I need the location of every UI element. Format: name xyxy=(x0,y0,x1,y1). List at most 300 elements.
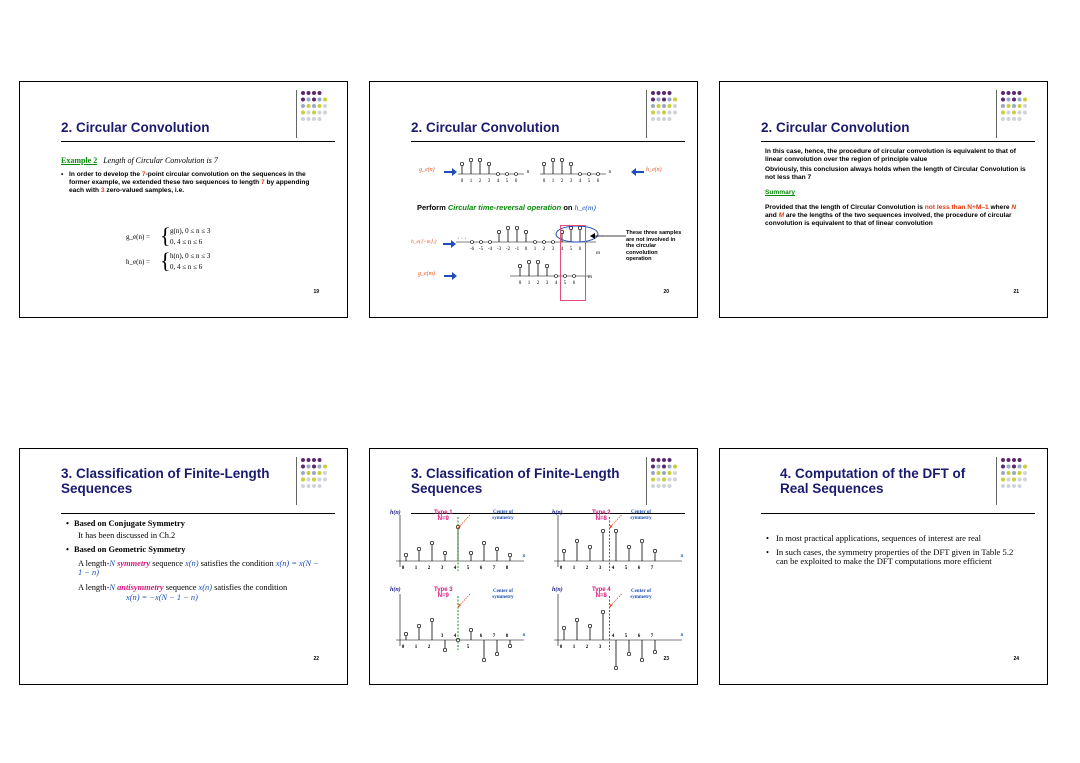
decorative-dot xyxy=(668,465,672,469)
example-text: Length of Circular Convolution is 7 xyxy=(103,156,218,165)
decorative-dot xyxy=(657,478,661,482)
var-xn: x(n) xyxy=(198,582,212,592)
term-symmetry: symmetry xyxy=(115,558,151,568)
tick-label: 5 xyxy=(587,179,591,184)
left-arrow-icon xyxy=(631,168,644,176)
decorative-dot xyxy=(668,91,672,95)
decorative-dot xyxy=(1023,478,1027,482)
center-pointer xyxy=(459,515,470,527)
sub-text: It has been discussed in Ch.2 xyxy=(78,530,176,540)
text-run: by appending each with xyxy=(69,179,310,194)
stem-marker xyxy=(614,529,617,532)
decorative-dot xyxy=(1023,98,1027,102)
decorative-dot xyxy=(312,458,316,462)
highlight-box xyxy=(560,225,586,301)
tick-label: 6 xyxy=(479,566,483,571)
tick-label: 5 xyxy=(466,566,470,571)
ellipsis: · · · xyxy=(457,236,467,242)
stem-plot-ge-he xyxy=(458,156,638,186)
stem-marker xyxy=(482,541,485,544)
decorative-dot-grid xyxy=(300,90,330,124)
decorative-dot xyxy=(312,111,316,115)
left-arrow-icon xyxy=(590,232,626,240)
decorative-dot xyxy=(307,478,311,482)
paragraph: Obviously, this conclusion always holds when the length of Circular Convolution is not less than 7 xyxy=(765,166,1026,181)
brace: { xyxy=(160,223,171,248)
ge-label: g_e(n) xyxy=(419,167,435,173)
annotation-note: These three samples are not involved in the circular convolution operation xyxy=(626,230,682,263)
slide-24[interactable] xyxy=(719,448,1048,685)
text-run: -point circular convolution on the sequences in the former example, we extended these two sequences to length xyxy=(69,171,306,186)
tick-label: 2 xyxy=(427,645,431,650)
decorative-dot xyxy=(318,478,322,482)
decorative-dot xyxy=(318,111,322,115)
decorative-dot-grid xyxy=(1000,90,1030,124)
decorative-dot xyxy=(1023,465,1027,469)
stem-marker xyxy=(487,162,490,165)
text-run: satisfies the condition xyxy=(198,558,276,568)
tick-label: 2 xyxy=(536,281,540,286)
zero-marker xyxy=(534,241,537,244)
text-run: Perform xyxy=(417,203,448,212)
slide-21[interactable] xyxy=(719,81,1048,318)
decorative-dot xyxy=(1012,484,1016,488)
text-run: where xyxy=(988,204,1012,211)
stem-marker xyxy=(653,650,656,653)
decorative-dot xyxy=(1007,98,1011,102)
decorative-dot xyxy=(301,117,305,121)
gem-label: g_e(m) xyxy=(418,271,435,277)
decorative-dot xyxy=(668,117,672,121)
decorative-dot xyxy=(662,117,666,121)
decorative-dot xyxy=(657,465,661,469)
decorative-dot xyxy=(1007,458,1011,462)
stem-marker xyxy=(404,553,407,556)
page-number: 23 xyxy=(663,656,669,662)
decorative-dot xyxy=(668,478,672,482)
tick-label: -2 xyxy=(505,247,511,252)
decorative-dot xyxy=(673,478,677,482)
slide-20[interactable] xyxy=(369,81,698,318)
decorative-dot xyxy=(312,117,316,121)
antisymmetry-equation-line xyxy=(66,593,321,603)
tick-label: -6 xyxy=(469,247,475,252)
stem-marker xyxy=(562,626,565,629)
decorative-dot xyxy=(651,478,655,482)
decorative-dot xyxy=(657,458,661,462)
axis-n-label: n xyxy=(526,169,530,175)
decorative-dot xyxy=(323,98,327,102)
zero-marker xyxy=(480,241,483,244)
decorative-dot xyxy=(668,471,672,475)
decorative-dot xyxy=(673,98,677,102)
decorative-dot xyxy=(307,111,311,115)
decorative-dot xyxy=(662,104,666,108)
highlight-3: 3 xyxy=(100,187,105,194)
text-run: zero-valued samples, i.e. xyxy=(104,187,185,194)
tick-label: 4 xyxy=(611,634,615,639)
stem-marker xyxy=(508,644,511,647)
tick-label: -3 xyxy=(496,247,502,252)
axis-n-label: n xyxy=(680,554,684,559)
eq-lhs: g_e(n) = xyxy=(126,233,150,241)
slide-title: 3. Classification of Finite-Length Sequences xyxy=(61,466,270,496)
decorative-dot xyxy=(307,117,311,121)
decorative-dot xyxy=(651,91,655,95)
stem-marker xyxy=(560,158,563,161)
decorative-dot xyxy=(1001,478,1005,482)
decorative-dot-grid xyxy=(650,90,680,124)
decorative-dot xyxy=(1023,471,1027,475)
decorative-dot xyxy=(312,104,316,108)
decorative-dot xyxy=(1012,458,1016,462)
decorative-dot xyxy=(651,471,655,475)
decorative-dot xyxy=(1018,117,1022,121)
zero-marker xyxy=(515,173,518,176)
tick-label: 4 xyxy=(554,281,558,286)
stem-marker xyxy=(575,618,578,621)
eq-row: 0, 4 ≤ n ≤ 6 xyxy=(170,263,203,271)
tick-label: 0 xyxy=(401,566,405,571)
tick-label: 7 xyxy=(650,566,654,571)
zero-marker xyxy=(552,241,555,244)
stem-marker xyxy=(588,624,591,627)
axis-m-label: m xyxy=(588,274,592,280)
tick-label: 7 xyxy=(492,566,496,571)
highlight-condition: not less than N+M–1 xyxy=(924,204,989,211)
bullet-symmetry-properties: • In such cases, the symmetry properties of the DFT given in Table 5.2 can be exploited to make the DFT computations more efficient xyxy=(766,548,1021,567)
decorative-dot xyxy=(1023,104,1027,108)
decorative-dot xyxy=(301,104,305,108)
antisymmetry-definition xyxy=(66,583,321,593)
decorative-dot xyxy=(668,98,672,102)
decorative-dot-grid xyxy=(300,457,330,491)
decorative-dot xyxy=(323,465,327,469)
decorative-dot xyxy=(662,458,666,462)
stem-marker xyxy=(430,618,433,621)
text-run: In order to develop the xyxy=(69,171,142,178)
decorative-dot xyxy=(318,98,322,102)
decorative-dot xyxy=(1001,484,1005,488)
tick-label: 6 xyxy=(637,566,641,571)
tick-label: 0 xyxy=(460,179,464,184)
title-underline xyxy=(411,141,685,142)
stem-plot-type-3 xyxy=(396,594,536,674)
zero-marker xyxy=(579,173,582,176)
decorative-dot xyxy=(318,484,322,488)
stem-marker xyxy=(430,541,433,544)
zero-marker xyxy=(555,275,558,278)
highlight-N: N xyxy=(1011,204,1017,211)
decorative-dot xyxy=(657,91,661,95)
decorative-dot xyxy=(673,111,677,115)
decorative-dot xyxy=(662,471,666,475)
symmetry-equation: x(n) = x(N − 1 − n) xyxy=(78,558,319,578)
axis-n-label: n xyxy=(522,554,526,559)
slide-title: 2. Circular Convolution xyxy=(761,120,910,135)
decorative-dot xyxy=(312,465,316,469)
stem-marker xyxy=(495,547,498,550)
decorative-dot xyxy=(1007,465,1011,469)
tick-label: -5 xyxy=(478,247,484,252)
var-xn: x(n) xyxy=(185,558,199,568)
title-underline xyxy=(761,513,1035,514)
text-run: and xyxy=(765,212,779,219)
stem-marker xyxy=(497,230,500,233)
decorative-dot xyxy=(651,104,655,108)
decorative-dot xyxy=(307,465,311,469)
decorative-dot xyxy=(1007,478,1011,482)
right-arrow-icon xyxy=(444,272,457,280)
decorative-dot xyxy=(1001,98,1005,102)
stem-marker xyxy=(640,539,643,542)
stem-marker xyxy=(404,632,407,635)
stem-marker xyxy=(460,162,463,165)
tick-label: 1 xyxy=(414,566,418,571)
tick-label: 5 xyxy=(569,247,573,252)
type-name: Type 2 xyxy=(592,510,611,516)
tick-label: 5 xyxy=(505,179,509,184)
tick-label: 1 xyxy=(533,247,537,252)
decorative-dot xyxy=(651,458,655,462)
he-label: h_e(n) xyxy=(646,167,662,173)
stem-marker xyxy=(443,648,446,651)
decorative-dot xyxy=(1018,478,1022,482)
center-of-symmetry-label: Center of symmetry xyxy=(492,510,514,521)
stem-marker xyxy=(627,545,630,548)
tick-label: 5 xyxy=(624,566,628,571)
eq-row: g(n), 0 ≤ n ≤ 3 xyxy=(170,227,211,235)
page-number: 24 xyxy=(1013,656,1019,662)
decorative-dot xyxy=(1007,104,1011,108)
stem-marker xyxy=(551,158,554,161)
bullet-real-sequences: • In most practical applications, sequences of interest are real xyxy=(766,534,1021,544)
decorative-dot xyxy=(323,478,327,482)
decorative-dot xyxy=(1007,117,1011,121)
stem-marker xyxy=(569,162,572,165)
slide-title: 2. Circular Convolution xyxy=(61,120,210,135)
stem-marker xyxy=(482,658,485,661)
tick-label: 5 xyxy=(466,645,470,650)
decorative-dot xyxy=(1007,91,1011,95)
hn-label: h(n) xyxy=(390,587,401,593)
tick-label: 1 xyxy=(414,645,418,650)
slide-title: 4. Computation of the DFT of Real Sequences xyxy=(780,466,966,496)
antisymmetry-equation: x(n) = −x(N − 1 − n) xyxy=(126,592,198,602)
axis-n-label: n xyxy=(680,633,684,638)
page-number: 20 xyxy=(663,289,669,295)
decorative-dot xyxy=(662,91,666,95)
term-antisymmetry: antisymmetry xyxy=(115,582,164,592)
tick-label: 3 xyxy=(545,281,549,286)
tick-label: 0 xyxy=(559,645,563,650)
decorative-dot xyxy=(301,458,305,462)
decorative-dot xyxy=(662,111,666,115)
decorative-dot xyxy=(1001,458,1005,462)
bullet-conjugate: • Based on Conjugate Symmetry xyxy=(66,519,321,529)
type-length: N=8 xyxy=(595,593,607,599)
stem-marker xyxy=(508,553,511,556)
highlight-7: 7 xyxy=(261,179,265,186)
right-arrow-icon xyxy=(443,240,456,248)
tick-label: 3 xyxy=(598,566,602,571)
stem-plot-type-1 xyxy=(396,515,536,573)
type-length: N=9 xyxy=(437,593,449,599)
stem-marker xyxy=(542,162,545,165)
decorative-dot xyxy=(307,484,311,488)
decorative-dot xyxy=(673,104,677,108)
decorative-dot xyxy=(312,484,316,488)
decorative-dot xyxy=(318,458,322,462)
tick-label: 6 xyxy=(578,247,582,252)
bullet-geometric: • Based on Geometric Symmetry xyxy=(66,545,321,555)
tick-label: 1 xyxy=(527,281,531,286)
decorative-dot xyxy=(657,117,661,121)
text-run: A length- xyxy=(78,582,110,592)
title-divider xyxy=(996,457,997,505)
tick-label: 5 xyxy=(563,281,567,286)
decorative-dot xyxy=(1018,104,1022,108)
decorative-dot xyxy=(323,471,327,475)
tick-label: 1 xyxy=(572,566,576,571)
stem-marker xyxy=(469,158,472,161)
decorative-dot xyxy=(668,458,672,462)
center-pointer xyxy=(459,594,470,606)
type-name: Type 4 xyxy=(592,587,611,593)
tick-label: 8 xyxy=(505,634,509,639)
decorative-dot xyxy=(657,484,661,488)
decorative-dot xyxy=(673,471,677,475)
stem-marker xyxy=(443,551,446,554)
eq-lhs: h_e(n) = xyxy=(126,258,150,266)
symmetry-definition xyxy=(66,559,321,578)
tick-label: 3 xyxy=(487,179,491,184)
decorative-dot xyxy=(668,484,672,488)
decorative-dot xyxy=(312,91,316,95)
tick-label: 6 xyxy=(479,634,483,639)
tick-label: 4 xyxy=(453,634,457,639)
tick-label: -4 xyxy=(487,247,493,252)
decorative-dot-grid xyxy=(1000,457,1030,491)
stem-marker xyxy=(601,610,604,613)
decorative-dot xyxy=(318,117,322,121)
decorative-dot xyxy=(307,471,311,475)
tick-label: 3 xyxy=(551,247,555,252)
text-run: A length- xyxy=(78,558,110,568)
tick-label: 4 xyxy=(578,179,582,184)
decorative-dot xyxy=(657,471,661,475)
text-run: on xyxy=(561,203,575,212)
decorative-dot xyxy=(318,104,322,108)
perform-line xyxy=(417,203,596,212)
text-run: sequence xyxy=(163,582,199,592)
decorative-dot xyxy=(301,98,305,102)
decorative-dot xyxy=(651,111,655,115)
zero-marker xyxy=(489,241,492,244)
stem-plot-type-2 xyxy=(554,515,694,573)
tick-label: 7 xyxy=(650,634,654,639)
tick-label: 0 xyxy=(518,281,522,286)
decorative-dot xyxy=(1012,91,1016,95)
tick-label: 2 xyxy=(560,179,564,184)
slide-19[interactable] xyxy=(19,81,348,318)
decorative-dot xyxy=(318,471,322,475)
body-text xyxy=(66,519,321,602)
decorative-dot xyxy=(673,465,677,469)
stem-marker xyxy=(545,264,548,267)
page-number: 19 xyxy=(313,289,319,295)
page-number: 22 xyxy=(313,656,319,662)
decorative-dot xyxy=(312,478,316,482)
paragraph xyxy=(765,204,1027,228)
title-underline xyxy=(61,141,335,142)
decorative-dot xyxy=(1018,111,1022,115)
decorative-dot xyxy=(312,98,316,102)
decorative-dot xyxy=(1018,98,1022,102)
decorative-dot xyxy=(1001,91,1005,95)
stem-marker xyxy=(536,260,539,263)
decorative-dot xyxy=(1012,465,1016,469)
text-run: are the lengths of the two sequences involved, the procedure of circular convolution is equivalent to that of linear convolution xyxy=(765,212,1012,227)
tick-label: 0 xyxy=(542,179,546,184)
stem-marker xyxy=(469,628,472,631)
decorative-dot xyxy=(318,465,322,469)
tick-label: 1 xyxy=(572,645,576,650)
decorative-dot xyxy=(1007,484,1011,488)
decorative-dot xyxy=(301,471,305,475)
bullet-text xyxy=(61,171,319,195)
tick-label: 2 xyxy=(478,179,482,184)
summary-heading: Summary xyxy=(765,189,796,196)
stem-marker xyxy=(614,666,617,669)
hn-label: h(n) xyxy=(552,587,563,593)
center-pointer xyxy=(611,515,622,527)
stem-marker xyxy=(627,652,630,655)
tick-label: 0 xyxy=(401,645,405,650)
decorative-dot xyxy=(323,111,327,115)
tick-label: 0 xyxy=(524,247,528,252)
center-pointer xyxy=(611,594,622,606)
decorative-dot xyxy=(1012,471,1016,475)
var-N: N xyxy=(109,582,115,592)
highlight-M: M xyxy=(778,212,785,219)
zero-marker xyxy=(497,173,500,176)
decorative-dot xyxy=(651,98,655,102)
zero-marker xyxy=(597,173,600,176)
decorative-dot xyxy=(651,484,655,488)
stem-marker xyxy=(515,226,518,229)
decorative-dot xyxy=(301,91,305,95)
center-of-symmetry-label: Center of symmetry xyxy=(630,589,652,600)
tick-label: -1 xyxy=(514,247,520,252)
slide-22[interactable] xyxy=(19,448,348,685)
tick-label: 3 xyxy=(569,179,573,184)
axis-n-label: n xyxy=(522,633,526,638)
decorative-dot xyxy=(1012,117,1016,121)
decorative-dot xyxy=(1001,465,1005,469)
decorative-dot xyxy=(301,465,305,469)
decorative-dot xyxy=(307,91,311,95)
tick-label: 2 xyxy=(585,566,589,571)
decorative-dot xyxy=(312,471,316,475)
type-length: N=9 xyxy=(437,516,449,522)
stem-plot-type-4 xyxy=(554,594,694,674)
tick-label: 1 xyxy=(551,179,555,184)
stem-marker xyxy=(524,230,527,233)
tick-label: 4 xyxy=(496,179,500,184)
stem-marker xyxy=(495,652,498,655)
slide-23[interactable] xyxy=(369,448,698,685)
